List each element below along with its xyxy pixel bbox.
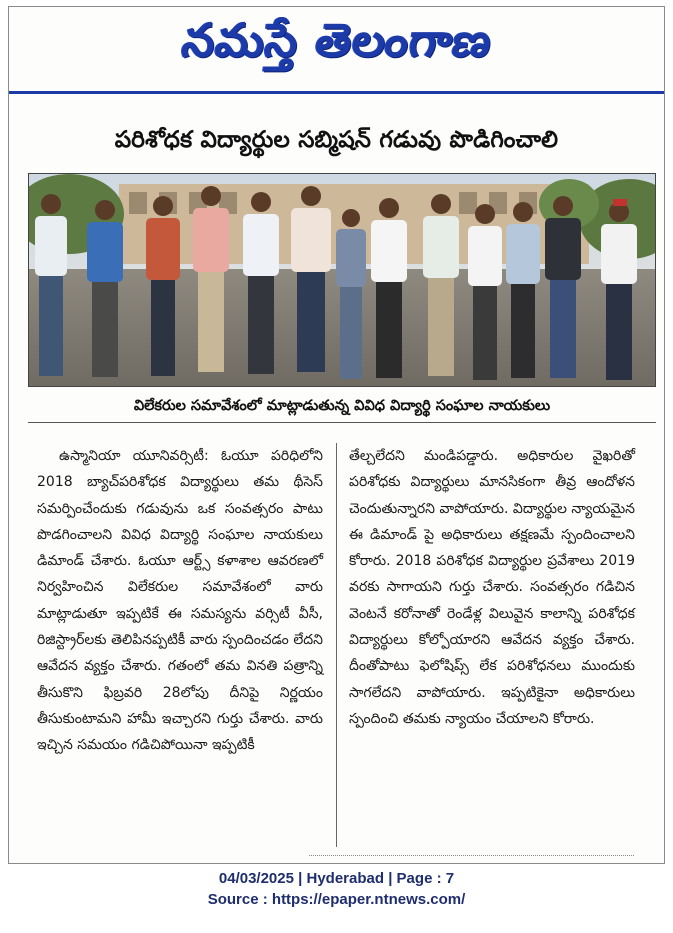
news-photo — [28, 173, 656, 387]
epaper-footer — [0, 868, 673, 910]
column-divider — [336, 443, 337, 847]
article-body — [37, 443, 649, 853]
newspaper-logo: నమస్తే తెలంగాణ — [178, 13, 496, 67]
source-link[interactable]: Source : https://epaper.ntnews.com/ — [207, 891, 466, 908]
masthead — [9, 11, 664, 89]
article-paragraph-right: తేల్చలేదని మండిపడ్డారు. అధికారుల వైఖరితో పరిశోధకు విద్యార్థులు మానసికంగా తీవ్ర ఆందోళన చెందుతున్నారని వాపోయారు. విద్యార్థుల న్యాయమైన ఈ డిమాండ్ పై అధికారులు తక్షణమే స్పందించాలని కోరారు. 2018 పరిశోధక విద్యార్థుల ప్రవేశాలు 2019 వరకు సాగాయని గుర్తు చేశారు. సంవత్సరం గడిచిన వెంటనే కరోనాతో రెండేళ్ల విలువైన కాలాన్ని పరిశోధక విద్యార్థులు కోల్పోయారని ఆవేదన వ్యక్తం చేశారు. దీంతోపాటు ఫెలోషిప్స్ లేక పరిశోధనలు ముందుకు సాగలేదని వాపోయారు. ఇప్పటికైనా అధికారులు స్పందించి తమకు న్యాయం చేయాలని కోరారు. — [349, 448, 635, 727]
masthead-rule — [9, 91, 664, 94]
group-photo-illustration — [29, 174, 656, 387]
caption-divider — [28, 422, 656, 423]
publication-info: 04/03/2025 | Hyderabad | Page : 7 — [218, 870, 455, 887]
clipping-cut-edge — [309, 855, 634, 861]
photo-caption: విలేకరుల సమావేశంలో మాట్లాడుతున్న వివిధ విద్యార్థి సంఘాల నాయకులు — [133, 398, 551, 414]
article-paragraph-left: ఉస్మానియా యూనివర్సిటీ: ఓయూ పరిధిలోని 2018 బ్యాచ్‌పరిశోధక విద్యార్థులు తమ థీసెస్ సమర్పించేందుకు గడువును ఒక సంవత్సరం పాటు పొడగించాలని వివిధ విద్యార్థి సంఘాల నాయకులు డిమాండ్ చేశారు. ఓయూ ఆర్ట్స్ కళాశాల ఆవరణలో నిర్వహించిన విలేకరుల సమావేశంలో వారు మాట్లాడుతూ ఇప్పటికే ఈ సమస్యను వర్సిటీ వీసీ, రిజిస్ట్రార్‌లకు తెలిపినప్పటికీ వారు స్పందించడం లేదని ఆవేదన వ్యక్తం చేశారు. గతంలో తమ వినతి పత్రాన్ని తీసుకొని ఫిబ్రవరి 28లోపు దీనిపై నిర్ణయం తీసుకుంటామని హామీ ఇచ్చారని గుర్తు చేశారు. వారు ఇచ్చిన సమయం గడిచిపోయినా ఇప్పటికీ — [37, 448, 323, 754]
article-headline: పరిశోధక విద్యార్థుల సబ్మిషన్ గడువు పొడిగించాలి — [114, 127, 559, 153]
epaper-clipping — [8, 6, 665, 864]
article-column-right — [349, 443, 635, 732]
article-column-left — [37, 443, 323, 759]
